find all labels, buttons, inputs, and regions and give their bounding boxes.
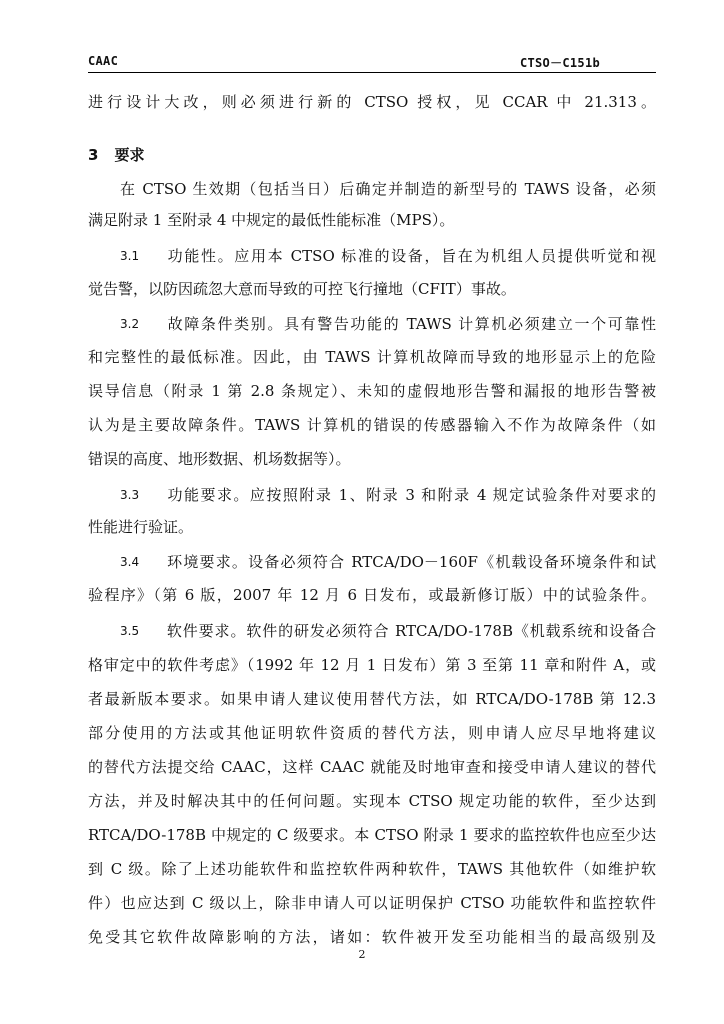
clause-number: 3.3 (120, 488, 140, 502)
paragraph-line: 满足附录 1 至附录 4 中规定的最低性能标准（MPS）。 (88, 211, 455, 229)
clause-number: 3.4 (120, 555, 140, 569)
clause-3-1-line (120, 246, 656, 266)
clause-text: 功能性。应用本 CTSO 标准的设备，旨在为机组人员提供听觉和视 (166, 247, 656, 265)
page-number: 2 (358, 948, 366, 961)
clause-text: 故障条件类别。具有警告功能的 TAWS 计算机必须建立一个可靠性 (166, 315, 656, 333)
page-header (88, 54, 656, 73)
clause-number: 3.2 (120, 317, 140, 331)
header-org: CAAC (88, 54, 119, 68)
paragraph-line: 的替代方法提交给 CAAC，这样 CAAC 就能及时地审查和接受申请人建议的替代 (88, 758, 656, 776)
paragraph-line: 觉告警，以防因疏忽大意而导致的可控飞行撞地（CFIT）事故。 (88, 280, 516, 298)
clause-3-2-line (120, 314, 656, 334)
paragraph-line: 认为是主要故障条件。TAWS 计算机的错误的传感器输入不作为故障条件（如 (88, 416, 656, 434)
paragraph-line: 性能进行验证。 (88, 518, 194, 536)
paragraph-line: 和完整性的最低标准。因此，由 TAWS 计算机故障而导致的地形显示上的危险 (88, 348, 656, 366)
clause-number: 3.1 (120, 249, 140, 263)
paragraph-line: 错误的高度、地形数据、机场数据等）。 (88, 450, 351, 468)
paragraph-line: 进行设计大改，则必须进行新的 CTSO 授权，见 CCAR 中 21.313。 (88, 93, 656, 111)
paragraph-line: RTCA/DO-178B 中规定的 C 级要求。本 CTSO 附录 1 要求的监控软件也应至少达 (88, 826, 656, 844)
paragraph-line: 部分使用的方法或其他证明软件资质的替代方法，则申请人应尽早地将建议 (88, 724, 656, 742)
paragraph-line: 格审定中的软件考虑》（1992 年 12 月 1 日发布）第 3 至第 11 章和附件 A，或 (88, 656, 656, 674)
clause-3-4-line (120, 552, 656, 572)
clause-3-5-line (120, 621, 656, 641)
paragraph-line: 到 C 级。除了上述功能软件和监控软件两种软件，TAWS 其他软件（如维护软 (88, 860, 656, 878)
section-heading (88, 144, 144, 165)
clause-number: 3.5 (120, 624, 140, 638)
paragraph-line: 误导信息（附录 1 第 2.8 条规定）、未知的虚假地形告警和漏报的地形告警被 (88, 382, 656, 400)
paragraph-line: 在 CTSO 生效期（包括当日）后确定并制造的新型号的 TAWS 设备，必须 (120, 180, 656, 198)
paragraph-line: 件）也应达到 C 级以上，除非申请人可以证明保护 CTSO 功能软件和监控软件 (88, 894, 656, 912)
clause-3-3-line (120, 485, 656, 505)
clause-text: 功能要求。应按照附录 1、附录 3 和附录 4 规定试验条件对要求的 (166, 486, 656, 504)
clause-text: 软件要求。软件的研发必须符合 RTCA/DO-178B《机载系统和设备合 (166, 622, 656, 640)
paragraph-line: 方法，并及时解决其中的任何问题。实现本 CTSO 规定功能的软件，至少达到 (88, 792, 656, 810)
paragraph-line: 免受其它软件故障影响的方法，诸如：软件被开发至功能相当的最高级别及 (88, 928, 656, 946)
paragraph-line: 验程序》（第 6 版，2007 年 12 月 6 日发布，或最新修订版）中的试验条件。 (88, 586, 656, 604)
section-number: 3 (88, 146, 99, 164)
paragraph-line: 者最新版本要求。如果申请人建议使用替代方法，如 RTCA/DO-178B 第 12.3 (88, 690, 656, 708)
clause-text: 环境要求。设备必须符合 RTCA/DO－160F《机载设备环境条件和试 (166, 553, 656, 571)
header-doc-id: CTSO－C151b (519, 56, 600, 70)
section-title: 要求 (114, 146, 145, 164)
